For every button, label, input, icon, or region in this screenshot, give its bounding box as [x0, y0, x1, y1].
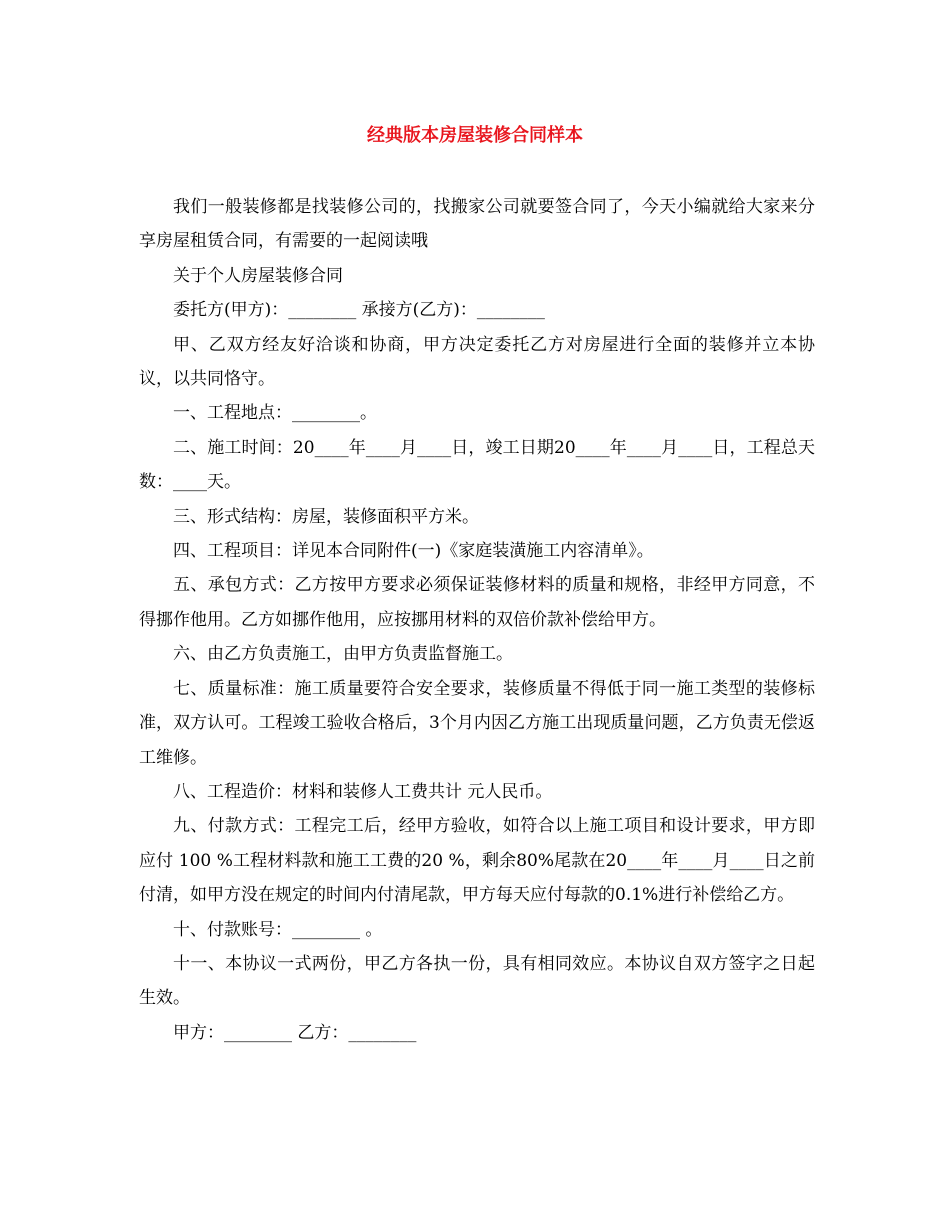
document-title: 经典版本房屋装修合同样本 — [367, 125, 583, 146]
clause-structure: 三、形式结构：房屋，装修面积平方米。 — [173, 506, 479, 527]
agreement-paragraph: 甲、乙双方经友好洽谈和协商，甲方决定委托乙方对房屋进行全面的装修并立本协议，以共同恪守。 — [139, 334, 815, 390]
clause-quality: 七、质量标准：施工质量要符合安全要求，装修质量不得低于同一施工类型的装修标准，双方认可。工程竣工验收合格后，3个月内因乙方施工出现质量问题，乙方负责无偿返工维修。 — [139, 678, 815, 768]
signature-line: 甲方：________ 乙方：________ — [173, 1022, 417, 1043]
intro-paragraph: 我们一般装修都是找装修公司的，找搬家公司就要签合同了，今天小编就给大家来分享房屋租赁合同，有需要的一起阅读哦 — [139, 197, 815, 252]
clause-items: 四、工程项目：详见本合同附件(一)《家庭装潢施工内容清单》。 — [173, 541, 654, 562]
clause-account: 十、付款账号：________ 。 — [173, 919, 383, 940]
clause-location: 一、工程地点：________。 — [173, 403, 377, 424]
clause-contracting: 五、承包方式：乙方按甲方要求必须保证装修材料的质量和规格，非经甲方同意，不得挪作他用。乙方如挪作他用，应按挪用材料的双倍价款补偿给甲方。 — [139, 575, 815, 630]
contract-heading: 关于个人房屋装修合同 — [173, 265, 343, 286]
clause-payment: 九、付款方式：工程完工后，经甲方验收，如符合以上施工项目和设计要求，甲方即应付 100 %工程材料款和施工工费的20 %，剩余80%尾款在20____年____月____日之前付清，如甲方没在规定的时间内付清尾款，甲方每天应付每款的0.1%进行补偿给乙方。 — [139, 816, 815, 906]
clause-supervision: 六、由乙方负责施工，由甲方负责监督施工。 — [173, 644, 513, 665]
clause-cost: 八、工程造价：材料和装修人工费共计 元人民币。 — [173, 781, 553, 802]
clause-schedule: 二、施工时间：20____年____月____日，竣工日期20____年____月____日，工程总天数：____天。 — [139, 437, 815, 493]
document-body — [139, 190, 815, 1050]
clause-effect: 十一、本协议一式两份，甲乙方各执一份，具有相同效应。本协议自双方签字之日起生效。 — [139, 953, 815, 1009]
parties-line: 委托方(甲方)：________ 承接方(乙方)：________ — [173, 300, 545, 321]
